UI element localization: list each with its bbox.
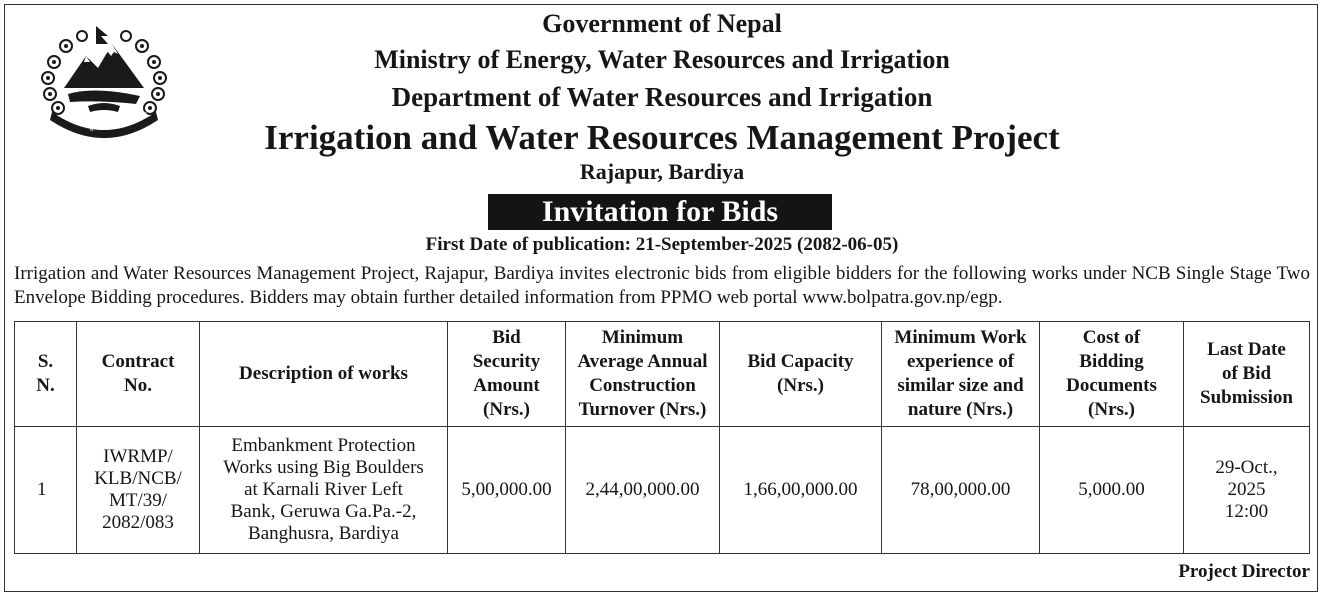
intro-paragraph: Irrigation and Water Resources Management Project, Rajapur, Bardiya invites electronic bids from eligible bidders for the following works under NCB Single Stage Two Envelope Bidding procedures. Bidders may obtain further detailed information from PPMO web portal www.bolpatra.gov.np/egp. bbox=[14, 263, 1310, 308]
col-header-turnover: Minimum Average Annual Construction Turnover (Nrs.) bbox=[566, 322, 720, 427]
col-header-bid-capacity: Bid Capacity (Nrs.) bbox=[720, 322, 882, 427]
col-header-document-cost: Cost of Bidding Documents (Nrs.) bbox=[1040, 322, 1184, 427]
table-header-row bbox=[15, 322, 1310, 427]
col-header-bid-security: Bid Security Amount (Nrs.) bbox=[448, 322, 566, 427]
cell-bid-security: 5,00,000.00 bbox=[448, 427, 566, 554]
col-header-description: Description of works bbox=[200, 322, 448, 427]
col-header-contract-no: Contract No. bbox=[77, 322, 200, 427]
notice-title: Invitation for Bids bbox=[488, 194, 832, 230]
signature: Project Director bbox=[1178, 561, 1310, 582]
table-row bbox=[15, 427, 1310, 554]
cell-turnover: 2,44,00,000.00 bbox=[566, 427, 720, 554]
header-department: Department of Water Resources and Irrigation bbox=[391, 82, 933, 112]
col-header-last-date: Last Date of Bid Submission bbox=[1184, 322, 1310, 427]
col-header-work-experience: Minimum Work experience of similar size and nature (Nrs.) bbox=[882, 322, 1040, 427]
cell-contract-no: IWRMP/ KLB/NCB/ MT/39/ 2082/083 bbox=[77, 427, 200, 554]
header-ministry: Ministry of Energy, Water Resources and Irrigation bbox=[374, 45, 950, 74]
header-location: Rajapur, Bardiya bbox=[579, 159, 745, 184]
header-government: Government of Nepal bbox=[542, 9, 782, 38]
cell-sn: 1 bbox=[15, 427, 77, 554]
emblem-motto: जननी जन्मभूमिश्च स्वर्गादपि गरीयसी bbox=[60, 110, 150, 133]
cell-document-cost: 5,000.00 bbox=[1040, 427, 1184, 554]
cell-work-experience: 78,00,000.00 bbox=[882, 427, 1040, 554]
cell-last-date: 29-Oct., 2025 12:00 bbox=[1184, 427, 1310, 554]
publication-date: First Date of publication: 21-September-2025 (2082-06-05) bbox=[425, 234, 899, 255]
cell-bid-capacity: 1,66,00,000.00 bbox=[720, 427, 882, 554]
cell-description: Embankment Protection Works using Big Boulders at Karnali River Left Bank, Geruwa Ga.Pa.-2, Banghusra, Bardiya bbox=[200, 427, 448, 554]
bids-table bbox=[14, 321, 1310, 554]
header-project: Irrigation and Water Resources Management Project bbox=[264, 118, 1060, 157]
col-header-sn: S. N. bbox=[15, 322, 77, 427]
